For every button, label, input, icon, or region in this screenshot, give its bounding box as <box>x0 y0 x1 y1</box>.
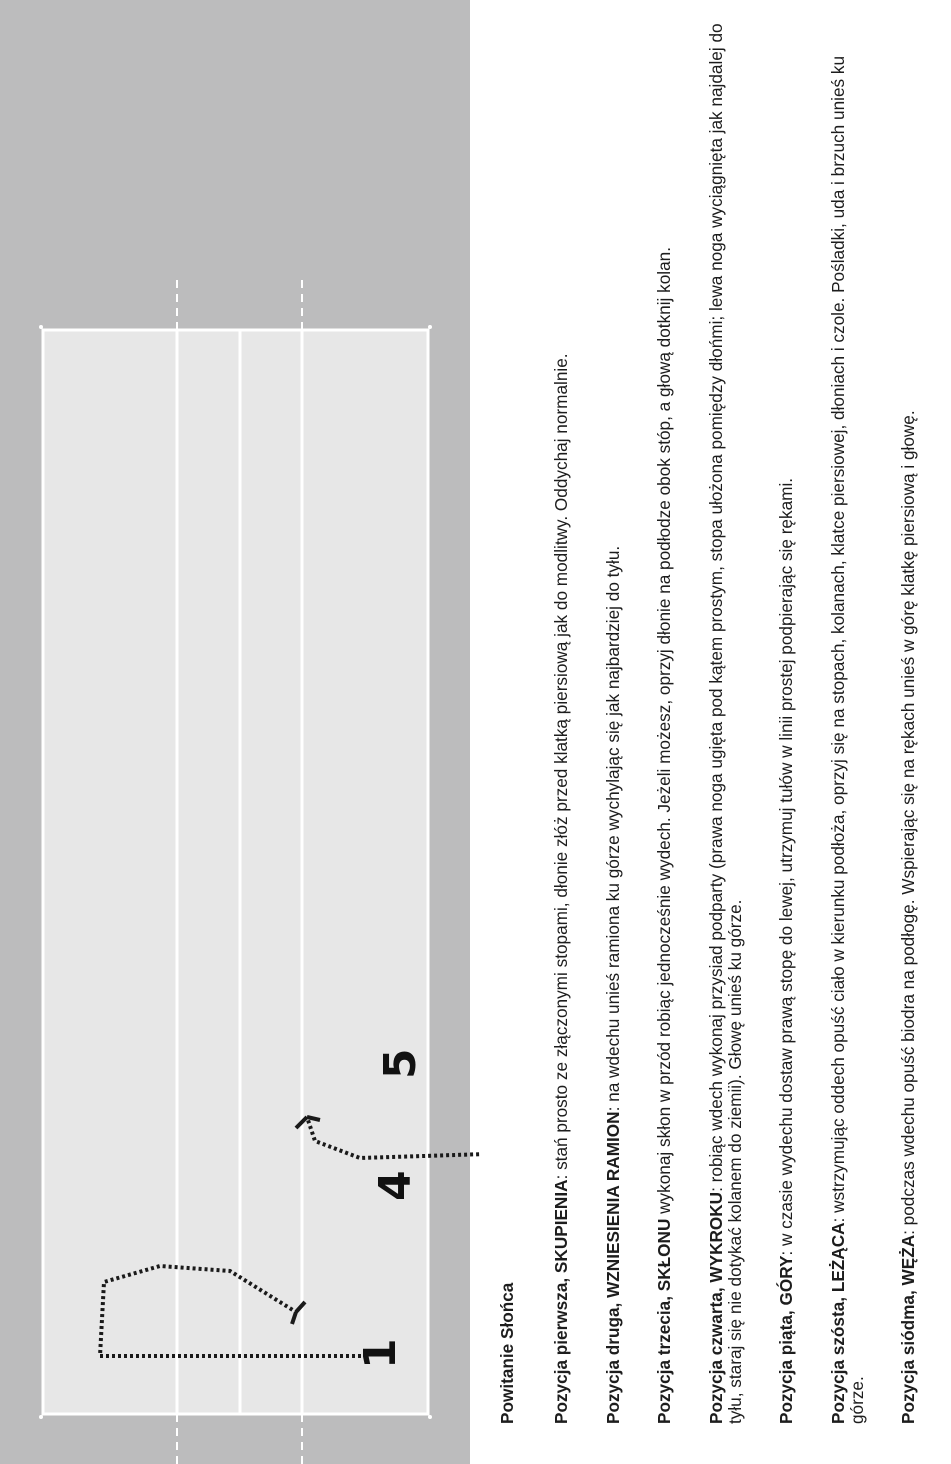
position-description: : podczas wdechu opuść biodra na podłogę. Wspierając się na rękach unieś w górę klatkę piersiową i głowę. <box>898 410 918 1235</box>
position-number: 5 <box>375 1048 426 1079</box>
position-description: : stań prosto ze złączonymi stopami, dłonie złóż przed klatką piersiową jak do modlitwy. Oddychaj normalnie. <box>551 353 571 1180</box>
corner-marker <box>428 1415 432 1419</box>
position-name: LEŻĄCA <box>827 1222 848 1293</box>
position-label: Pozycja druga, <box>602 1297 623 1424</box>
position-description: : wstrzymując oddech opuść ciało w kierunku podłoża, oprzyj się na stopach, kolanach, klatce piersiowej, dłoniach i czole. Pośladki, uda i brzuch unieś ku górze. <box>827 55 867 1424</box>
position-name: SKŁONU <box>654 1218 674 1292</box>
corner-marker <box>39 1415 43 1419</box>
position-paragraph <box>777 14 796 1424</box>
position-name: WĘŻA <box>898 1234 918 1286</box>
document-title: Powitanie Słońca <box>497 1282 517 1424</box>
position-label: Pozycja czwarta, <box>705 1282 726 1424</box>
position-label: Pozycja szósta, <box>827 1292 848 1424</box>
corner-marker <box>39 325 43 329</box>
position-label: Pozycja trzecia, <box>654 1291 674 1424</box>
position-name: WYKROKU <box>705 1191 726 1283</box>
position-label: Pozycja piąta, <box>776 1305 796 1424</box>
position-paragraph <box>899 14 918 1424</box>
position-paragraph <box>552 14 571 1424</box>
position-paragraph <box>604 14 623 1424</box>
position-label: Pozycja siódma, <box>898 1285 918 1424</box>
position-number: 1 <box>355 1338 406 1369</box>
position-description: wykonaj skłon w przód robiąc jednocześnie wydech. Jeżeli możesz, oprzyj dłonie na podłodze obok stóp, a głową dotknij kolan. <box>654 246 674 1219</box>
position-description: : robiąc wdech wykonaj przysiad podparty (prawa noga ugięta pod kątem prostym, stopa ułożona pomiędzy dłońmi; lewa noga wyciągnięta jak najdalej do tyłu, staraj się nie dotykać kolanem do ziemii). Głowę unieś ku górze. <box>705 23 745 1424</box>
court-area <box>43 330 428 1414</box>
position-paragraph <box>655 14 674 1424</box>
position-description: : w czasie wydechu dostaw prawą stopę do lewej, utrzymuj tułów w linii prostej podpierając się rękami. <box>776 477 796 1256</box>
position-name: GÓRY <box>776 1255 796 1306</box>
position-description: : na wdechu unieś ramiona ku górze wychylając się jak najbardziej do tyłu. <box>602 545 623 1112</box>
instructions <box>498 14 951 1424</box>
position-number: 4 <box>370 1170 421 1201</box>
position-name: SKUPIENIA <box>551 1179 571 1274</box>
position-paragraph <box>707 14 745 1424</box>
position-paragraph <box>829 14 867 1424</box>
position-name: WZNIESIENIA RAMION <box>602 1111 623 1298</box>
position-label: Pozycja pierwsza, <box>551 1273 571 1424</box>
corner-marker <box>428 325 432 329</box>
